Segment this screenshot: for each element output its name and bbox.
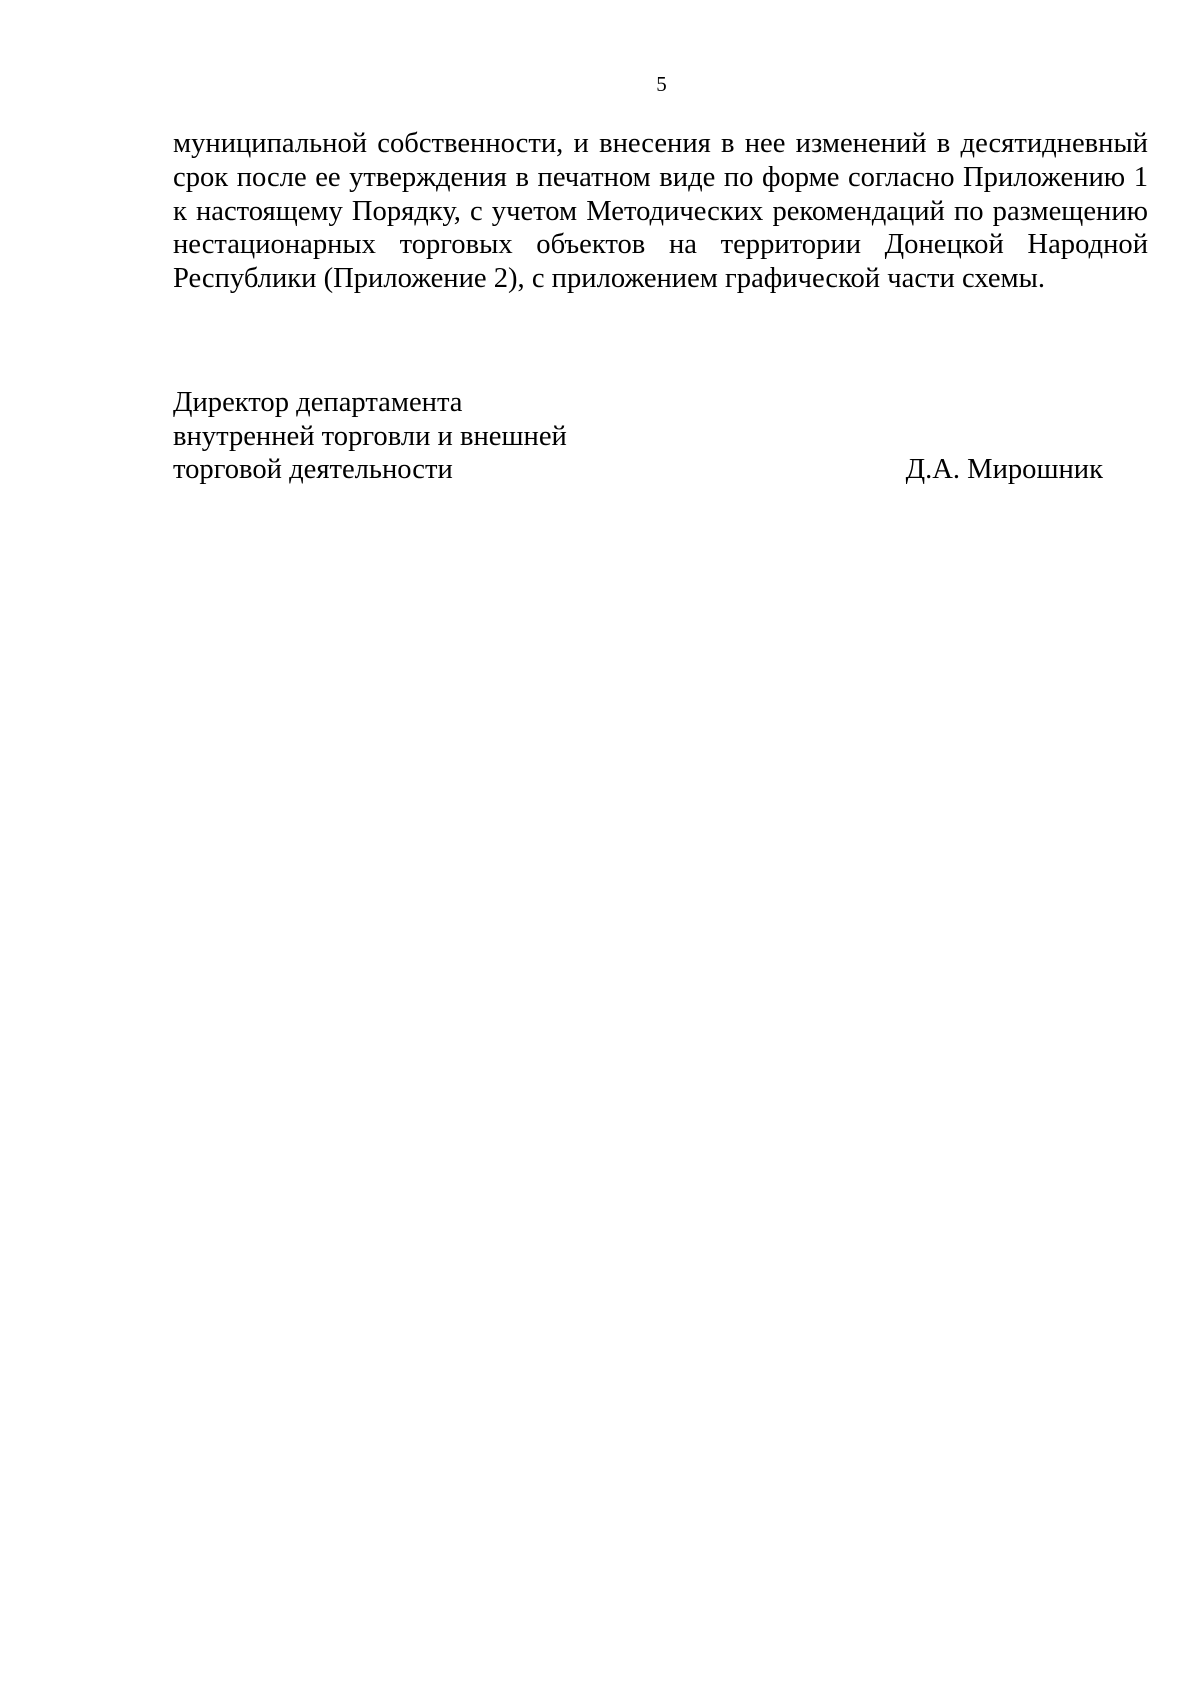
signature-block xyxy=(173,386,1103,487)
paragraph-line: муниципальной собственности, и внесения в нее изменений в десятидневный xyxy=(173,128,1148,159)
paragraph-line: к настоящему Порядку, с учетом Методических рекомендаций по размещению xyxy=(173,195,1148,227)
paragraph-line: Республики (Приложение 2), с приложением графической части схемы. xyxy=(173,263,1046,295)
paragraph-line: срок после ее утверждения в печатном виде по форме согласно Приложению 1 xyxy=(173,161,1148,193)
signatory-title-line: Директор департамента xyxy=(173,387,463,418)
signatory-title-line: торговой деятельности xyxy=(173,454,453,485)
signatory-title-line: внутренней торговли и внешней xyxy=(173,420,567,452)
signatory-name: Д.А. Мирошник xyxy=(905,454,1103,485)
paragraph-line: нестационарных торговых объектов на территории Донецкой Народной xyxy=(173,229,1148,261)
body-paragraph xyxy=(173,127,1148,296)
page-number: 5 xyxy=(656,72,667,96)
